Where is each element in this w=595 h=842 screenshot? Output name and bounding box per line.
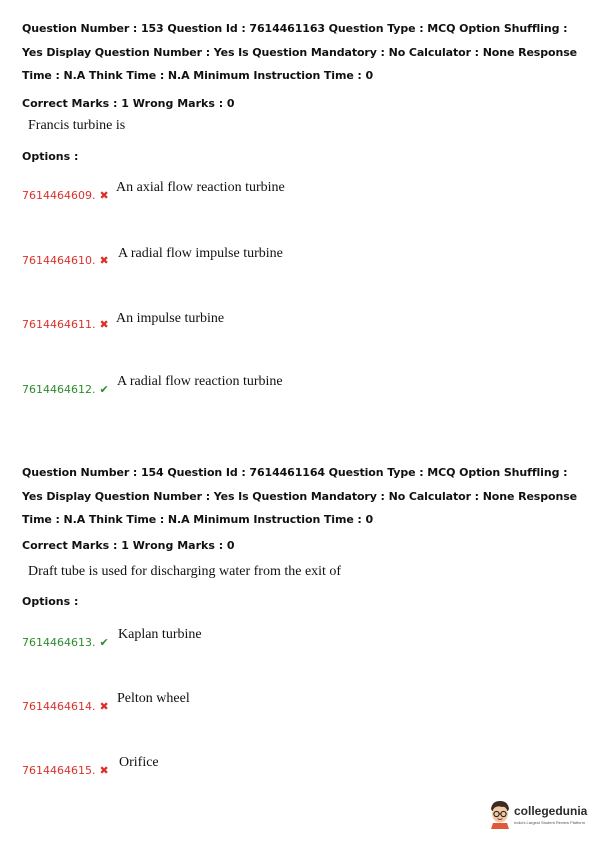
- options-label: Options :: [22, 595, 79, 608]
- question-meta: Question Number : 153 Question Id : 7614461163 Question Type : MCQ Option Shuffling : Yes Display Question Number : Yes Is Question Mandatory : No Calculator : None Response Time : N.A Think Time : N.A Minimum Instruction Time : 0: [22, 22, 578, 82]
- question-meta: Question Number : 154 Question Id : 7614461164 Question Type : MCQ Option Shuffling : Yes Display Question Number : Yes Is Question Mandatory : No Calculator : None Response Time : N.A Think Time : N.A Minimum Instruction Time : 0: [22, 466, 578, 526]
- option-id-label: 7614464614.: [22, 700, 96, 713]
- brand-name: collegedunia: [514, 804, 588, 818]
- check-icon: ✔: [99, 636, 109, 649]
- option-text: An axial flow reaction turbine: [116, 180, 285, 195]
- option-text: Orifice: [119, 755, 159, 770]
- option-id-label: 7614464609.: [22, 189, 96, 202]
- option-id: [22, 636, 109, 650]
- option-text: Kaplan turbine: [118, 627, 202, 642]
- question-text: Draft tube is used for discharging water from the exit of: [28, 564, 342, 579]
- brand-logo: [488, 799, 588, 831]
- option-text: A radial flow reaction turbine: [117, 374, 283, 389]
- question-text: Francis turbine is: [28, 118, 126, 133]
- cross-icon: ✖: [99, 764, 109, 777]
- brand-tagline: India's Largest Student Review Platform: [514, 820, 586, 825]
- option-text: Pelton wheel: [117, 691, 190, 706]
- student-mascot-icon: [488, 799, 512, 829]
- cross-icon: ✖: [99, 189, 109, 202]
- cross-icon: ✖: [99, 318, 109, 331]
- option-id-label: 7614464611.: [22, 318, 96, 331]
- option-id: [22, 383, 109, 397]
- question-marks: Correct Marks : 1 Wrong Marks : 0: [22, 539, 235, 552]
- option-id-label: 7614464610.: [22, 254, 96, 267]
- cross-icon: ✖: [99, 700, 109, 713]
- option-text: An impulse turbine: [116, 311, 225, 326]
- options-label: Options :: [22, 150, 79, 163]
- cross-icon: ✖: [99, 254, 109, 267]
- option-id: [22, 189, 109, 203]
- check-icon: ✔: [99, 383, 109, 396]
- question-marks: Correct Marks : 1 Wrong Marks : 0: [22, 97, 235, 110]
- option-id-label: 7614464613.: [22, 636, 96, 649]
- option-id-label: 7614464615.: [22, 764, 96, 777]
- option-id-label: 7614464612.: [22, 383, 96, 396]
- option-text: A radial flow impulse turbine: [118, 246, 283, 261]
- option-id: [22, 254, 109, 268]
- option-id: [22, 700, 109, 714]
- option-id: [22, 318, 109, 332]
- option-id: [22, 764, 109, 778]
